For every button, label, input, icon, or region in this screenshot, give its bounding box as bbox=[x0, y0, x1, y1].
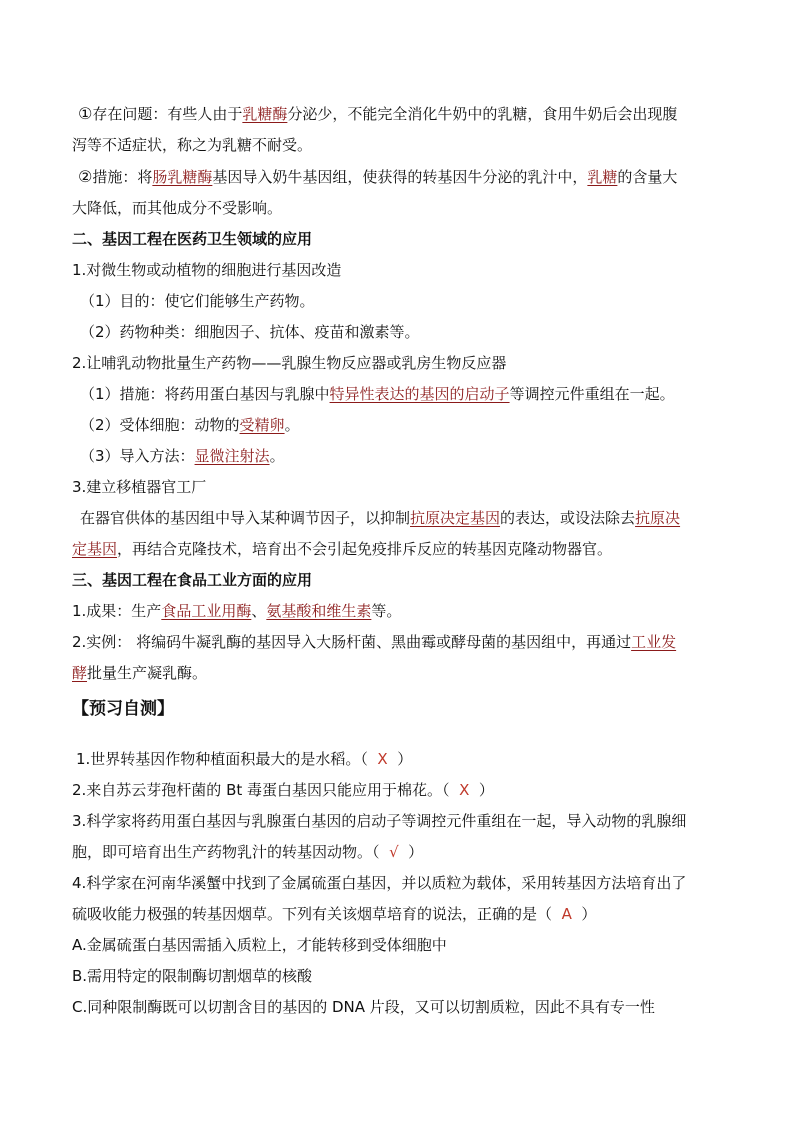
underlined-answer: 抗原决 bbox=[635, 509, 681, 527]
text: 在器官供体的基因组中导入某种调节因子，以抑制 bbox=[80, 509, 411, 527]
food-item-2-line-2 bbox=[72, 658, 722, 689]
text: 1.成果：生产 bbox=[72, 602, 162, 620]
quiz-question-2 bbox=[72, 775, 722, 806]
quiz-question-4-line-1: 4.科学家在河南华溪蟹中找到了金属硫蛋白基因，并以质粒为载体，采用转基因方法培育出了 bbox=[72, 874, 687, 892]
medicine-item-3-line-2 bbox=[72, 534, 722, 565]
underlined-answer: 特异性表达的基因的启动子 bbox=[329, 385, 510, 403]
underlined-answer: 肠乳糖酶 bbox=[152, 168, 213, 186]
medicine-item-1-1: （1）目的：使它们能够生产药物。 bbox=[80, 292, 315, 310]
problem-line-1 bbox=[72, 98, 722, 130]
text: 分泌少，不能完全消化牛奶中的乳糖，食用牛奶后会出现腹 bbox=[287, 105, 678, 123]
underlined-answer: 酵 bbox=[72, 664, 88, 682]
text: 2.来自苏云芽孢杆菌的 Bt 毒蛋白基因只能应用于棉花。（ bbox=[72, 781, 450, 799]
circled-number-2: ② bbox=[78, 167, 93, 186]
text: ） bbox=[397, 750, 413, 768]
medicine-item-2-2 bbox=[72, 410, 722, 441]
quiz-question-3-line-1: 3.科学家将药用蛋白基因与乳腺蛋白基因的启动子等调控元件重组在一起，导入动物的乳腺细 bbox=[72, 812, 687, 830]
quiz-option-b: B.需用特定的限制酶切割烟草的核酸 bbox=[72, 967, 313, 985]
text: ，再结合克隆技术，培育出不会引起免疫排斥反应的转基因克隆动物器官。 bbox=[117, 540, 613, 558]
underlined-answer: 乳糖酶 bbox=[242, 105, 288, 123]
answer-mark: X bbox=[377, 750, 388, 768]
answer-mark: X bbox=[459, 781, 470, 799]
underlined-answer: 受精卵 bbox=[239, 416, 285, 434]
problem-line-2: 泻等不适症状，称之为乳糖不耐受。 bbox=[72, 136, 313, 154]
text: ） bbox=[478, 781, 494, 799]
underlined-answer: 乳糖 bbox=[587, 168, 618, 186]
text: 批量生产凝乳酶。 bbox=[87, 664, 208, 682]
underlined-answer: 氨基酸和维生素 bbox=[266, 602, 372, 620]
text: 。 bbox=[284, 416, 300, 434]
text: 等。 bbox=[371, 602, 402, 620]
text: 、 bbox=[251, 602, 267, 620]
medicine-item-1-2: （2）药物种类：细胞因子、抗体、疫苗和激素等。 bbox=[80, 323, 420, 341]
food-item-1 bbox=[72, 596, 722, 627]
underlined-answer: 抗原决定基因 bbox=[410, 509, 501, 527]
measure-line-1 bbox=[72, 161, 722, 193]
quiz-question-1 bbox=[72, 744, 722, 775]
medicine-item-2: 2.让哺乳动物批量生产药物——乳腺生物反应器或乳房生物反应器 bbox=[72, 354, 507, 372]
medicine-item-3: 3.建立移植器官工厂 bbox=[72, 478, 207, 496]
answer-mark: √ bbox=[389, 843, 399, 861]
underlined-answer: 食品工业用酶 bbox=[161, 602, 252, 620]
medicine-item-3-line-1 bbox=[72, 503, 722, 534]
medicine-item-2-1 bbox=[72, 379, 722, 410]
text: 存在问题：有些人由于 bbox=[92, 105, 243, 123]
text: 2.实例： 将编码牛凝乳酶的基因导入大肠杆菌、黑曲霉或酵母菌的基因组中，再通过 bbox=[72, 633, 632, 651]
text: ） bbox=[408, 843, 424, 861]
text: 的表达，或设法除去 bbox=[500, 509, 636, 527]
underlined-answer: 定基因 bbox=[72, 540, 118, 558]
section-heading-medicine: 二、基因工程在医药卫生领域的应用 bbox=[72, 230, 313, 248]
text: 硫吸收能力极强的转基因烟草。下列有关该烟草培育的说法，正确的是（ bbox=[72, 905, 553, 923]
food-item-2-line-1 bbox=[72, 627, 722, 658]
quiz-question-4-line-2 bbox=[72, 899, 722, 930]
text: 胞，即可培育出生产药物乳汁的转基因动物。（ bbox=[72, 843, 380, 861]
text: 。 bbox=[269, 447, 285, 465]
text: （2）受体细胞：动物的 bbox=[80, 416, 240, 434]
medicine-item-1: 1.对微生物或动植物的细胞进行基因改造 bbox=[72, 261, 342, 279]
quiz-title: 【预习自测】 bbox=[72, 699, 174, 719]
circled-number-1: ① bbox=[78, 104, 93, 123]
quiz-question-3-line-2 bbox=[72, 837, 722, 868]
text: 措施：将 bbox=[92, 168, 153, 186]
text: 等调控元件重组在一起。 bbox=[509, 385, 675, 403]
quiz-option-c: C.同种限制酶既可以切割含目的基因的 DNA 片段，又可以切割质粒，因此不具有专一性 bbox=[72, 998, 655, 1016]
quiz-option-a: A.金属硫蛋白基因需插入质粒上，才能转移到受体细胞中 bbox=[72, 936, 447, 954]
text: ） bbox=[581, 905, 597, 923]
text: （3）导入方法： bbox=[80, 447, 195, 465]
section-heading-food: 三、基因工程在食品工业方面的应用 bbox=[72, 571, 313, 589]
measure-line-2: 大降低，而其他成分不受影响。 bbox=[72, 199, 283, 217]
underlined-answer: 工业发 bbox=[631, 633, 677, 651]
text: 基因导入奶牛基因组，使获得的转基因牛分泌的乳汁中， bbox=[212, 168, 588, 186]
text: （1）措施：将药用蛋白基因与乳腺中 bbox=[80, 385, 330, 403]
medicine-item-2-3 bbox=[72, 441, 722, 472]
text: 的含量大 bbox=[617, 168, 678, 186]
underlined-answer: 显微注射法 bbox=[194, 447, 270, 465]
answer-mark: A bbox=[561, 905, 572, 923]
text: 1.世界转基因作物种植面积最大的是水稻。（ bbox=[76, 750, 368, 768]
